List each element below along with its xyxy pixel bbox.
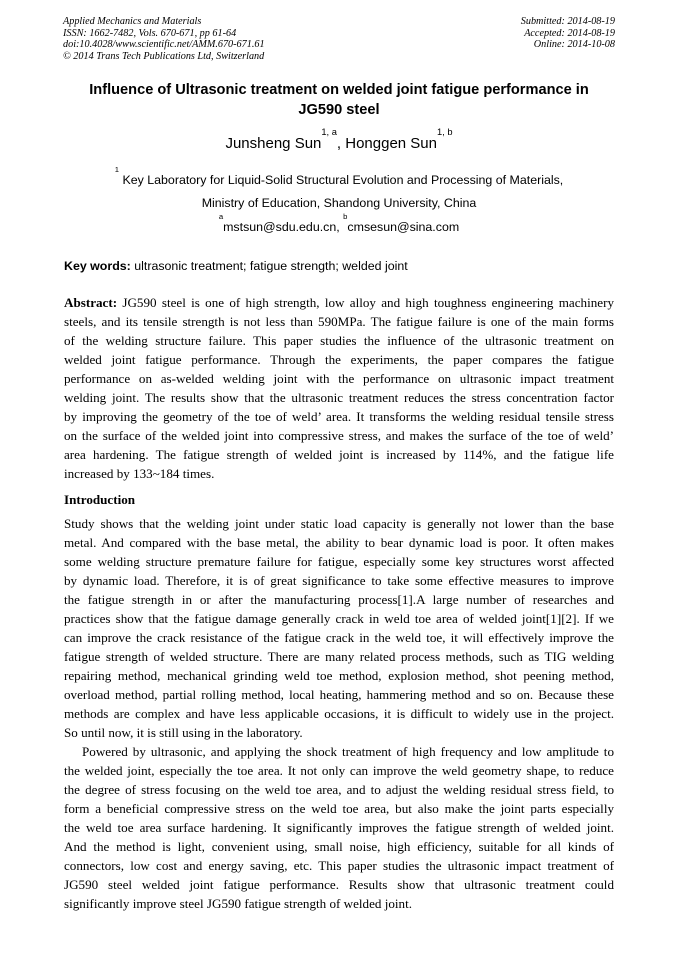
paragraph-line: JG590 steel welded joint fatigue performance. Results show that ultrasonic treatment could (64, 877, 614, 892)
author-list (0, 126, 678, 154)
author-2-superscript: 1, b (437, 126, 453, 137)
online-date: Online: 2014-10-08 (533, 39, 615, 51)
journal-header (63, 16, 265, 62)
abstract-line: on the surface of the welded joint into compressive stress, and makes the surface of the toe of weld’ (64, 428, 614, 443)
email-a: mstsun@sdu.edu.cn, (223, 220, 344, 234)
title-line-2: JG590 steel (298, 102, 380, 118)
journal-issn: ISSN: 1662-7482, Vols. 670-671, pp 61-64 (63, 27, 237, 39)
affiliation-superscript: 1 (114, 165, 120, 175)
paragraph-line: Powered by ultrasonic, and applying the shock treatment of high frequency and low amplitude to (82, 744, 614, 759)
paragraph-line: repairing method, mechanical grinding weld toe method, explosion method, shot peening method, (64, 668, 614, 683)
author-2-name: Honggen Sun (345, 135, 437, 152)
paper-title (60, 80, 618, 120)
paragraph-line: overload method, partial rolling method, local heating, hammering method and so on. Because these (64, 687, 614, 702)
paragraph-line: practices show that the fatigue damage generally crack in weld toe area of welded joint[1][2]. If we (64, 611, 614, 626)
author-separator: , (336, 135, 346, 152)
paragraph-line: connectors, low cost and energy saving, etc. This paper studies the ultrasonic impact treatment of (64, 858, 614, 873)
paragraph-line: significantly improve steel JG590 fatigue strength of welded joint. (64, 896, 413, 911)
abstract-line: area hardening. The fatigue strength of welded joint is increased by 114%, and the fatigue life (64, 447, 614, 462)
submitted-date: Submitted: 2014-08-19 (520, 16, 615, 27)
email-b: cmsesun@sina.com (347, 220, 460, 234)
author-1-name: Junsheng Sun (225, 135, 322, 152)
abstract (64, 293, 614, 483)
accepted-date: Accepted: 2014-08-19 (524, 27, 615, 39)
email-b-superscript: b (343, 212, 348, 222)
abstract-line: welded joint fatigue performance. Through the experiments, the paper compares the fatigue (64, 352, 614, 367)
abstract-line: Abstract: JG590 steel is one of high strength, low alloy and high toughness engineering machinery (64, 295, 614, 310)
keywords (64, 259, 408, 273)
paragraph-line: So until now, it is still using in the laboratory. (64, 725, 303, 740)
affiliation-line-2: Ministry of Education, Shandong University, China (201, 196, 477, 210)
introduction-paragraph-2 (64, 742, 614, 913)
abstract-line: performance on as-welded welding joint with the performance on ultrasonic impact treatment (64, 371, 614, 386)
paragraph-line: metal. And compared with the base metal, the ability to bear dynamic load is poor. It often makes (64, 535, 614, 550)
paragraph-line: can improve the crack resistance of the fatigue crack in the weld toe, it will effectively improve the (64, 630, 614, 645)
journal-name: Applied Mechanics and Materials (63, 16, 202, 27)
journal-doi: doi:10.4028/www.scientific.net/AMM.670-671.61 (63, 39, 265, 51)
paragraph-line: some welding structure premature failure for fatigue, especially some key structures worst affected (64, 554, 614, 569)
paragraph-line: form a beneficial compressive stress on the weld toe area, but also make the joint parts especially (64, 801, 614, 816)
paragraph-line: the weld toe area surface hardening. It significantly improves the fatigue strength of welded joint. (64, 820, 614, 835)
section-heading-introduction: Introduction (64, 492, 136, 507)
keywords-label: Key words: (64, 259, 131, 273)
paragraph-line: the degree of stress focusing on the weld toe area, and to adjust the welding residual stress field, to (64, 782, 614, 797)
abstract-line: by improving the geometry of the toe of weld’ area. It transforms the welding residual tensile stress (64, 409, 614, 424)
paragraph-line: the fatigue strength in or after the manufacturing process[1].A large number of researches and (64, 592, 614, 607)
email-a-superscript: a (218, 212, 224, 222)
title-line-1: Influence of Ultrasonic treatment on welded joint fatigue performance in (89, 82, 589, 98)
affiliation-line-1 (0, 165, 678, 188)
paragraph-line: And the method is light, convenient using, small noise, high efficiency, suitable for all kinds of (64, 839, 614, 854)
author-1-superscript: 1, a (321, 126, 337, 137)
abstract-line: of the welding structure failure. This paper studies the influence of the ultrasonic treatment on (64, 333, 614, 348)
abstract-line: welding joint. The results show that the ultrasonic treatment reduces the stress concentration factor (64, 390, 614, 405)
paragraph-line: the welded joint, especially the toe area. It not only can improve the weld geometry shape, to reduce (64, 763, 614, 778)
paragraph-line: by dynamic load. Therefore, it is of great significance to take some effective measures to improve (64, 573, 614, 588)
journal-copyright: © 2014 Trans Tech Publications Ltd, Switzerland (63, 50, 265, 62)
paragraph-line: Study shows that the welding joint under static load capacity is generally not lower than the base (64, 516, 614, 531)
author-emails (0, 212, 678, 235)
paragraph-line: fatigue strength of welded structure. There are many related process methods, such as TIG welding (64, 649, 614, 664)
abstract-label: Abstract: (64, 295, 118, 310)
dates-header (521, 16, 615, 51)
affiliation-text-1: Key Laboratory for Liquid-Solid Structural Evolution and Processing of Materials, (119, 173, 564, 187)
paragraph-line: methods are complex and have less applicable occasions, it is difficult to widely use in the project. (64, 706, 614, 721)
abstract-line: increased by 133~184 times. (64, 466, 215, 481)
abstract-line: steels, and its tensile strength is not less than 590MPa. The fatigue failure is one of the main forms (64, 314, 614, 329)
introduction-paragraph-1 (64, 514, 614, 742)
keywords-text: ultrasonic treatment; fatigue strength; welded joint (130, 259, 408, 273)
